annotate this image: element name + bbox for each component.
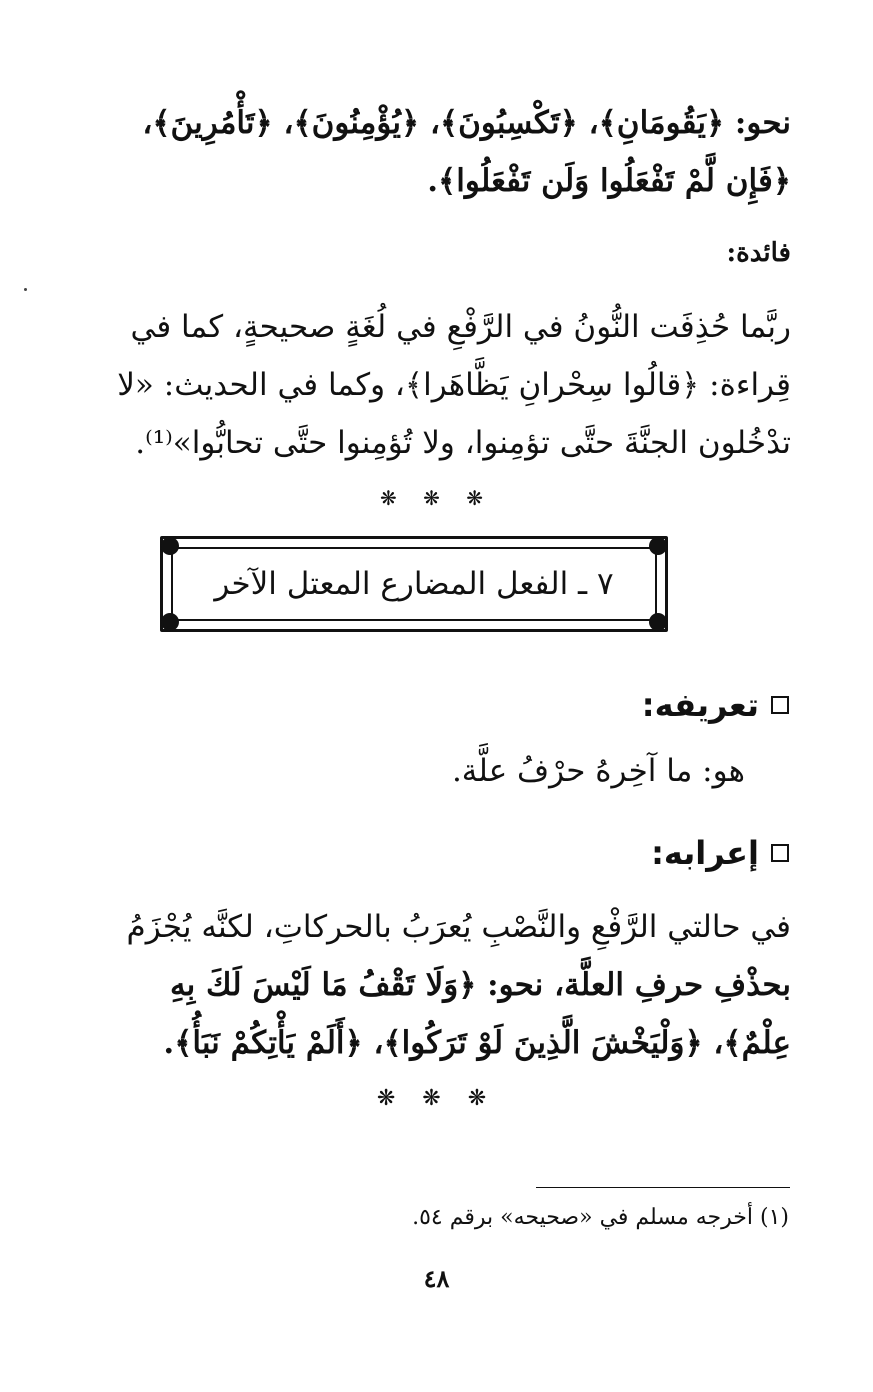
irab-line-1: في حالتي الرَّفْعِ والنَّصْبِ يُعرَبُ بالحركاتِ، لكنَّه يُجْزَمُ xyxy=(126,909,791,945)
irab-heading-text: إعرابه: xyxy=(651,834,759,872)
definition-text: هو: ما آخِرهُ حرْفُ علَّة. xyxy=(451,753,745,789)
square-bullet-icon xyxy=(771,696,789,714)
faida-line-3: تدْخُلون الجنَّةَ حتَّى تؤمِنوا، ولا تُؤمِنوا حتَّى تحابُّوا»⁽¹⁾. xyxy=(135,425,791,461)
faida-line-1: ربَّما حُذِفَت النُّونُ في الرَّفْعِ في لُغَةٍ صحيحةٍ، كما في xyxy=(130,309,791,345)
definition-heading-text: تعريفه: xyxy=(641,686,759,724)
separator-ornament: ❋ ❋ ❋ xyxy=(380,486,493,510)
irab-paragraph xyxy=(42,898,791,1072)
faida-title xyxy=(42,224,791,282)
definition-paragraph xyxy=(42,742,745,800)
faida-paragraph xyxy=(42,298,791,472)
examples-paragraph xyxy=(42,94,791,210)
chapter-heading: ٧ ـ الفعل المضارع المعتل الآخر xyxy=(214,566,614,602)
speck-mark xyxy=(24,288,27,291)
chapter-heading-inner xyxy=(171,547,657,621)
irab-line-2: بحذْفِ حرفِ العلَّة، نحو: ﴿وَلَا تَقْفُ مَا لَيْسَ لَكَ بِهِ xyxy=(170,967,791,1003)
examples-line-1: نحو: ﴿يَقُومَانِ﴾، ﴿تَكْسِبُونَ﴾، ﴿يُؤْمِنُونَ﴾، ﴿تَأْمُرِينَ﴾، xyxy=(142,105,791,141)
chapter-heading-frame xyxy=(160,536,668,632)
faida-line-2: قِراءة: ﴿قالُوا سِحْرانِ يَظَّاهَرا﴾، وكما في الحديث: «لا xyxy=(117,367,791,403)
faida-title-text: فائدة: xyxy=(726,238,791,268)
separator-ornament: ❋ ❋ ❋ xyxy=(376,1086,497,1111)
footnote: (١) أخرجه مسلم في «صحيحه» برقم ٥٤. xyxy=(412,1205,789,1230)
page-number: ٤٨ xyxy=(423,1264,450,1293)
definition-heading xyxy=(642,686,789,724)
irab-heading xyxy=(651,834,789,872)
square-bullet-icon xyxy=(771,844,789,862)
irab-line-3: عِلْمٌ﴾، ﴿وَلْيَخْشَ الَّذِينَ لَوْ تَرَكُوا﴾، ﴿أَلَمْ يَأْتِكُمْ نَبَأُ﴾. xyxy=(163,1025,791,1061)
footnote-rule xyxy=(536,1187,790,1188)
examples-line-2: ﴿فَإِن لَّمْ تَفْعَلُوا وَلَن تَفْعَلُوا﴾. xyxy=(427,163,791,199)
